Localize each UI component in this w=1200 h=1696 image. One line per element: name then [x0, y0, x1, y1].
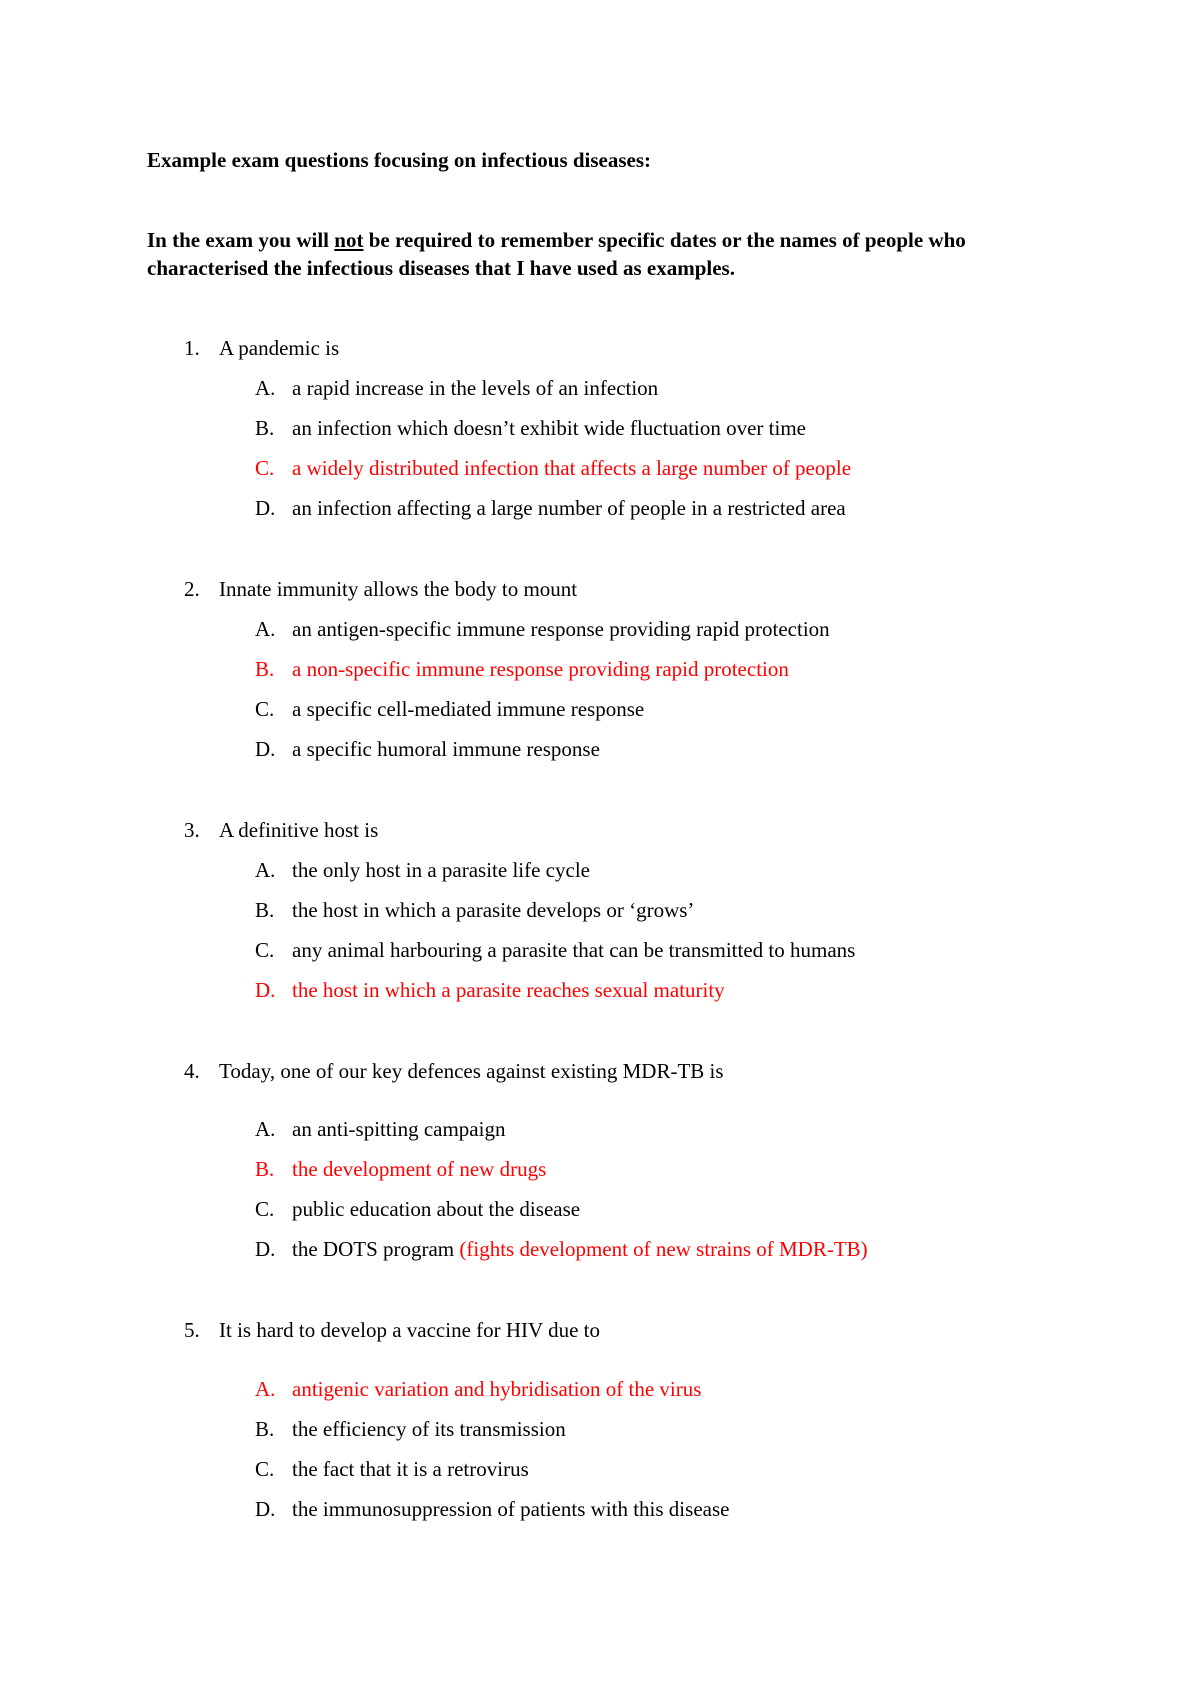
- option-letter: D.: [255, 978, 276, 1002]
- question-text: A definitive host is: [219, 818, 379, 842]
- option-letter: B.: [255, 657, 275, 681]
- option-letter: D.: [255, 1237, 276, 1261]
- option-letter: A.: [255, 1377, 276, 1401]
- option-text: the fact that it is a retrovirus: [292, 1457, 529, 1481]
- option-letter: B.: [255, 1417, 275, 1441]
- option-letter: B.: [255, 1157, 275, 1181]
- option-letter: B.: [255, 898, 275, 922]
- option-letter: A.: [255, 858, 276, 882]
- page-title: Example exam questions focusing on infectious diseases:: [147, 148, 652, 172]
- option-text-main: the DOTS program: [292, 1237, 460, 1261]
- option-letter: C.: [255, 456, 275, 480]
- option-text: the development of new drugs: [292, 1157, 547, 1181]
- option-text: an infection affecting a large number of people in a restricted area: [292, 496, 846, 520]
- question-number: 5.: [184, 1318, 200, 1342]
- option-letter: C.: [255, 697, 275, 721]
- option-text: the host in which a parasite reaches sexual maturity: [292, 978, 725, 1002]
- option-letter: C.: [255, 938, 275, 962]
- option-text: the only host in a parasite life cycle: [292, 858, 590, 882]
- question-text: It is hard to develop a vaccine for HIV due to: [219, 1318, 600, 1342]
- option-text: a rapid increase in the levels of an infection: [292, 376, 659, 400]
- option-text: public education about the disease: [292, 1197, 581, 1221]
- option-text: a widely distributed infection that affects a large number of people: [292, 456, 852, 480]
- option-text: [292, 1237, 868, 1262]
- option-text: the immunosuppression of patients with this disease: [292, 1497, 730, 1521]
- option-text: a specific cell-mediated immune response: [292, 697, 645, 721]
- exam-note: [147, 226, 1077, 282]
- option-text: the host in which a parasite develops or ‘grows’: [292, 898, 695, 922]
- option-letter: C.: [255, 1197, 275, 1221]
- option-letter: C.: [255, 1457, 275, 1481]
- exam-note-before: In the exam you will: [147, 228, 335, 252]
- option-text: a non-specific immune response providing rapid protection: [292, 657, 789, 681]
- question-number: 3.: [184, 818, 200, 842]
- option-letter: A.: [255, 1117, 276, 1141]
- option-annotation: (fights development of new strains of MDR-TB): [459, 1237, 868, 1261]
- option-text: any animal harbouring a parasite that can be transmitted to humans: [292, 938, 856, 962]
- question-text: Today, one of our key defences against existing MDR-TB is: [219, 1059, 724, 1083]
- option-text: the efficiency of its transmission: [292, 1417, 566, 1441]
- option-letter: D.: [255, 496, 276, 520]
- option-text: an antigen-specific immune response providing rapid protection: [292, 617, 830, 641]
- option-letter: A.: [255, 376, 276, 400]
- option-letter: A.: [255, 617, 276, 641]
- option-text: a specific humoral immune response: [292, 737, 600, 761]
- question-number: 2.: [184, 577, 200, 601]
- exam-note-after: be required to remember specific dates or the names of people who characterised the infectious diseases that I have used as examples.: [147, 228, 966, 280]
- option-letter: D.: [255, 1497, 276, 1521]
- option-letter: D.: [255, 737, 276, 761]
- exam-note-emphasis: not: [334, 228, 364, 252]
- option-text: an anti-spitting campaign: [292, 1117, 506, 1141]
- option-letter: B.: [255, 416, 275, 440]
- question-text: Innate immunity allows the body to mount: [219, 577, 578, 601]
- option-text: antigenic variation and hybridisation of the virus: [292, 1377, 702, 1401]
- question-number: 1.: [184, 336, 200, 360]
- question-text: A pandemic is: [219, 336, 340, 360]
- option-text: an infection which doesn’t exhibit wide fluctuation over time: [292, 416, 806, 440]
- question-number: 4.: [184, 1059, 200, 1083]
